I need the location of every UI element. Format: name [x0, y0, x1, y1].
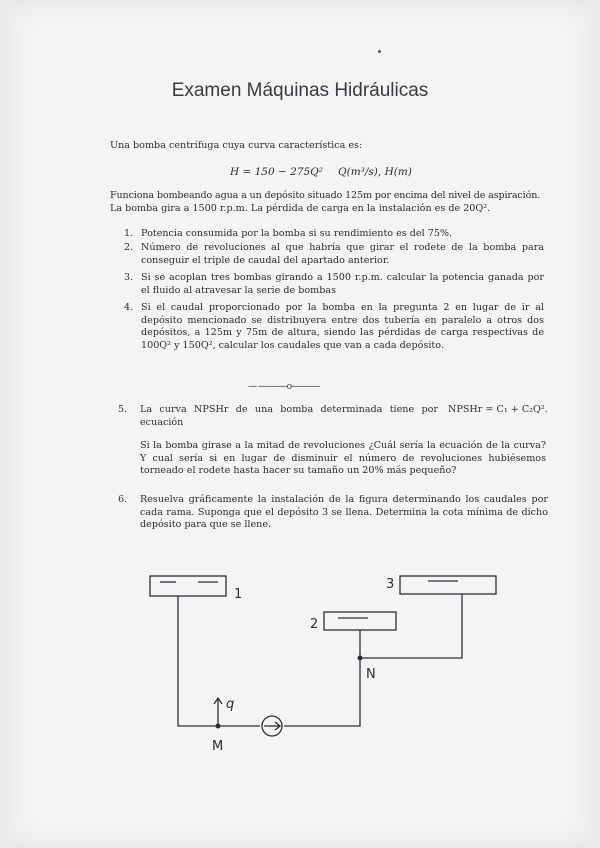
node-m-dot: [216, 724, 221, 729]
question-number: 2.: [124, 242, 134, 253]
node-m-label: M: [212, 739, 224, 754]
flow-arrow: [214, 698, 222, 726]
intro-text: Una bomba centrífuga cuya curva característica es:: [110, 140, 363, 151]
npsh-equation: NPSHr = C₁ + C₂Q².: [448, 404, 548, 415]
pump-curve-equation: H = 150 − 275Q²: [230, 166, 324, 178]
pump-symbol: [262, 716, 282, 736]
question-number: 6.: [118, 494, 128, 505]
tank-3-label: 3: [386, 577, 395, 592]
question-6: [118, 494, 548, 538]
question-5-followup: Si la bomba girase a la mitad de revoluciones ¿Cuál sería la ecuación de la curva? Y cual sería si en lugar de disminuir el número de revoluciones hubiésemos torneado el rodete hasta hacer su tamaño un 20% más pequeño?: [140, 440, 546, 477]
question-text: Resuelva gráficamente la instalación de la figura determinando los caudales por cada rama. Suponga que el depósito 3 se llena. Determina la cota mínima de dicho depósito para que se llene.: [140, 494, 548, 531]
question-number: 4.: [124, 302, 134, 313]
tank-1-label: 1: [234, 587, 243, 602]
page-title: Examen Máquinas Hidráulicas: [171, 80, 429, 101]
tank-2-label: 2: [310, 617, 319, 632]
tank-3: [400, 576, 496, 594]
tank-1: [150, 576, 226, 596]
question-5: [118, 404, 548, 434]
question-text: Potencia consumida por la bomba si su rendimiento es del 75%.: [141, 228, 453, 239]
node-n-dot: [358, 656, 363, 661]
installation-diagram: [138, 564, 518, 764]
question-text: Si se acoplan tres bombas girando a 1500 r.p.m. calcular la potencia ganada por el fluido al atravesar la serie de bombas: [141, 272, 544, 296]
tank-2: [324, 612, 396, 630]
paper-speck: [378, 50, 381, 53]
question-2: [124, 242, 544, 270]
description-line-2: La bomba gira a 1500 r.p.m. La pérdida de carga en la instalación es de 20Q².: [110, 203, 491, 214]
question-number: 1.: [124, 228, 134, 239]
flow-label: q: [226, 697, 235, 712]
description-line-1: Funciona bombeando agua a un depósito situado 125m por encima del nivel de aspiración.: [110, 190, 541, 201]
question-1: [124, 228, 544, 242]
pipe-network: [178, 594, 462, 726]
section-separator: ---- --------------o--------------: [248, 382, 320, 392]
equation-units: Q(m³/s), H(m): [338, 166, 412, 178]
question-number: 3.: [124, 272, 134, 283]
node-n-label: N: [366, 667, 376, 682]
question-text: Si el caudal proporcionado por la bomba en la pregunta 2 en lugar de ir al depósito mencionado se distribuyera entre dos tubería en paralelo a otros dos depósitos, a 125m y 75m de altura, siendo las pérdidas de carga respectivas de 100Q² y 150Q², calcular los caudales que van a cada depósito.: [141, 302, 544, 351]
question-3: [124, 272, 544, 300]
question-text: La curva NPSHr de una bomba determinada tiene por ecuación: [140, 404, 438, 428]
exam-sheet: [8, 4, 592, 844]
question-number: 5.: [118, 404, 128, 415]
question-4: [124, 302, 544, 366]
question-text: Número de revoluciones al que habría que girar el rodete de la bomba para conseguir el triple de caudal del apartado anterior.: [141, 242, 544, 266]
